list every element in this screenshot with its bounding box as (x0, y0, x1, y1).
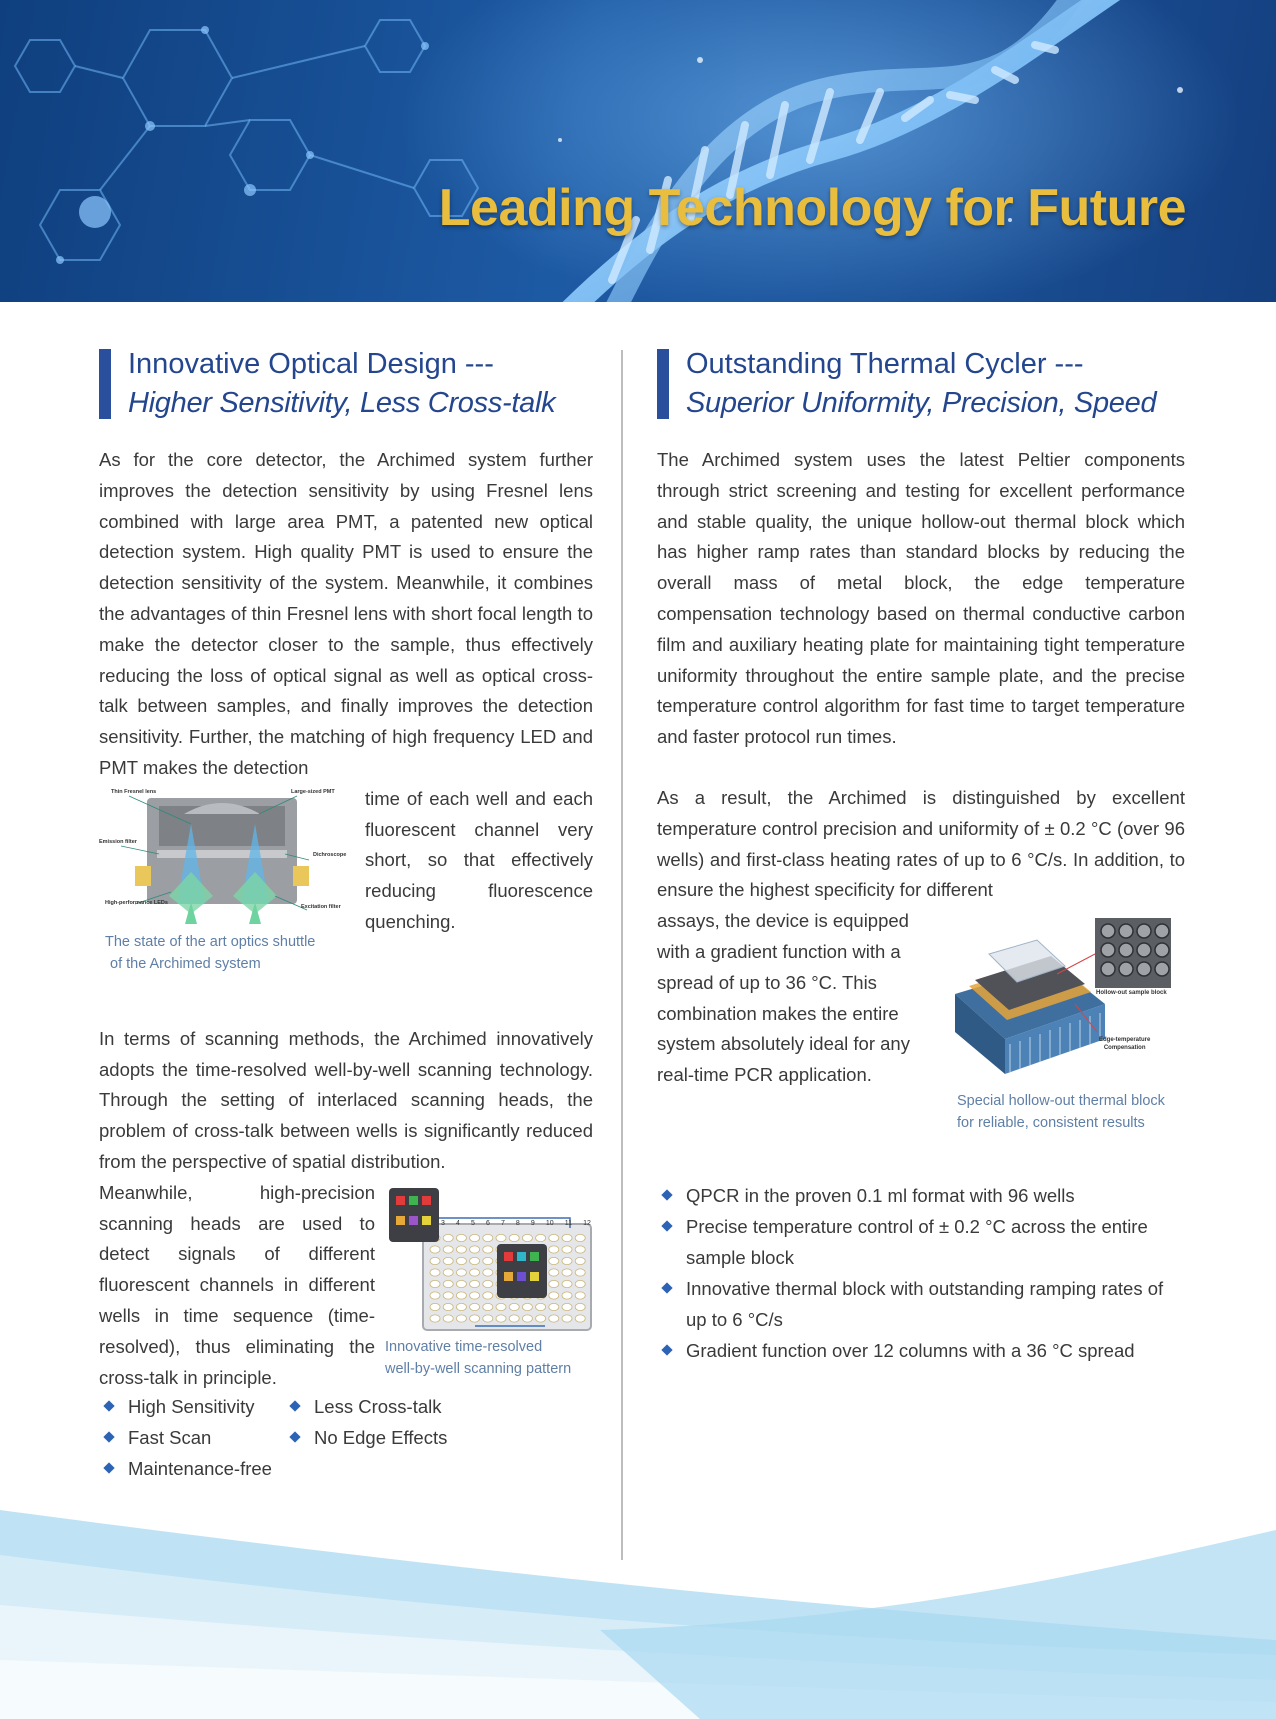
caption-line: The state of the art optics shuttle (105, 933, 316, 950)
plate-well (549, 1257, 559, 1264)
plate-well (456, 1280, 466, 1287)
caption-line: Special hollow-out thermal block (957, 1093, 1165, 1110)
label-leds: High-performance LEDs (105, 899, 168, 906)
plate-well (470, 1246, 480, 1253)
plate-well (562, 1303, 572, 1310)
plate-well (443, 1280, 453, 1287)
plate-well (456, 1292, 466, 1299)
feature-item (99, 1422, 285, 1453)
caption-line: Innovative time-resolved (385, 1338, 543, 1355)
optical-figure-row (99, 784, 593, 984)
scanning-paragraph: In terms of scanning methods, the Archimed innovatively adopts the time-resolved well-by-well scanning technology. Through the setting of interlaced scanning heads, the problem of cross-talk between wells is significantly reduced from the perspective of spatial distribution. (99, 1027, 593, 1172)
plate-well (443, 1257, 453, 1264)
banner-title: Leading Technology for Future (438, 179, 1186, 237)
caption-line: of the Archimed system (110, 955, 261, 972)
dna-helix-illustration (0, 0, 1276, 302)
plate-well (562, 1257, 572, 1264)
caption-line: well-by-well scanning pattern (385, 1360, 572, 1377)
plate-well (456, 1234, 466, 1241)
thermal-figure-caption (945, 1090, 1185, 1134)
label-excitation-filter: Excitation filter (301, 903, 341, 910)
thermal-bullet-list (657, 1180, 1185, 1366)
plate-column-numbers (441, 1220, 591, 1227)
plate-well (483, 1257, 493, 1264)
optics-figure-caption (99, 931, 343, 975)
plate-well (575, 1292, 585, 1299)
plate-well (536, 1234, 546, 1241)
bullet-item (657, 1211, 1185, 1273)
plate-well (509, 1315, 519, 1322)
column-number: 12 (583, 1219, 591, 1227)
plate-well (549, 1269, 559, 1276)
plate-well (562, 1292, 572, 1299)
label-emission-filter: Emission filter (99, 838, 137, 845)
label-large-pmt: Large-sized PMT (291, 788, 335, 795)
plate-well (509, 1234, 519, 1241)
diamond-bullet-icon (661, 1344, 672, 1355)
column-number: 4 (455, 1219, 460, 1227)
optics-shuttle-figure (99, 784, 347, 975)
plate-well (430, 1280, 440, 1287)
optical-heading-line1: Innovative Optical Design --- (128, 348, 494, 380)
plate-well (496, 1315, 506, 1322)
optical-paragraph-1-cont: time of each well and each fluorescent channel very short, so that effectively reducing fluorescence quenching. (365, 787, 593, 932)
plate-well (430, 1246, 440, 1253)
feature-list-col2 (285, 1391, 485, 1453)
thermal-paragraph-2: As a result, the Archimed is distinguished by excellent temperature control precision and uniformity of ± 0.2 °C (over 96 wells) and first-class heating rates of up to 6 °C/s. In addition, to ensure the highest specificity for different (657, 786, 1185, 901)
thermal-figure-row (657, 906, 1185, 1156)
column-divider (621, 350, 623, 1560)
bullet-text: Gradient function over 12 columns with a 36 °C spread (686, 1340, 1135, 1362)
plate-well (443, 1234, 453, 1241)
label-thin-fresnel: Thin Fresnel lens (111, 788, 157, 795)
bullet-item (657, 1180, 1185, 1211)
label-line: Compensation (1103, 1045, 1146, 1052)
label-edge-compensation (1099, 1036, 1150, 1052)
plate-well (536, 1315, 546, 1322)
left-column (99, 345, 593, 1491)
plate-well (483, 1269, 493, 1276)
plate-well (549, 1292, 559, 1299)
scanning-paragraph-cont: Meanwhile, high-precision scanning heads are used to detect signals of different fluorescent channels in different wells in time sequence (time-resolved), thus eliminating the cross-talk in principle. (99, 1181, 375, 1388)
plate-well (562, 1315, 572, 1322)
scanning-pattern-figure (385, 1184, 593, 1380)
scanning-figure-caption (385, 1336, 593, 1380)
feature-item (99, 1391, 285, 1422)
column-number: 7 (500, 1219, 505, 1227)
plate-well (456, 1315, 466, 1322)
caption-line: for reliable, consistent results (957, 1115, 1145, 1132)
diamond-bullet-icon (103, 1431, 114, 1442)
thermal-block-figure (945, 914, 1185, 1134)
plate-well (575, 1315, 585, 1322)
plate-well (456, 1269, 466, 1276)
plate-well (549, 1234, 559, 1241)
optical-paragraph-1: As for the core detector, the Archimed system further improves the detection sensitivity by using Fresnel lens combined with large area PMT, a patented new optical detection system. High quality PMT is used to ensure the detection sensitivity of the system. Meanwhile, it combines the advantages of thin Fresnel lens with short focal length to make the detector closer to the sample, thus effectively reducing the loss of optical signal as well as optical cross-talk between samples, and finally improves the detection sensitivity. Further, the matching of high frequency LED and PMT makes the detection (99, 449, 593, 778)
hero-banner (0, 0, 1276, 302)
plate-well (443, 1269, 453, 1276)
plate-well (470, 1280, 480, 1287)
plate-well (443, 1246, 453, 1253)
column-number: 8 (515, 1219, 520, 1227)
diamond-bullet-icon (103, 1400, 114, 1411)
diamond-bullet-icon (289, 1400, 300, 1411)
diamond-bullet-icon (661, 1282, 672, 1293)
plate-well (562, 1280, 572, 1287)
heading-accent-bar (657, 349, 669, 419)
plate-well (470, 1257, 480, 1264)
plate-well (470, 1303, 480, 1310)
plate-well (522, 1303, 532, 1310)
optical-heading-line2: Higher Sensitivity, Less Cross-talk (128, 387, 556, 419)
plate-well (549, 1246, 559, 1253)
plate-well (483, 1303, 493, 1310)
bullet-text: Innovative thermal block with outstanding ramping rates of up to 6 °C/s (686, 1278, 1164, 1331)
column-number: 11 (564, 1219, 573, 1227)
plate-well (483, 1315, 493, 1322)
plate-well (549, 1303, 559, 1310)
feature-label: Maintenance-free (128, 1457, 272, 1479)
plate-well (562, 1234, 572, 1241)
label-hollow-block: Hollow-out sample block (1096, 990, 1167, 997)
thermal-heading-line2: Superior Uniformity, Precision, Speed (686, 387, 1157, 419)
plate-well (470, 1234, 480, 1241)
plate-well (575, 1303, 585, 1310)
thermal-paragraph-1: The Archimed system uses the latest Peltier components through strict screening and testing for excellent performance and stable quality, the unique hollow-out thermal block which has higher ramp rates than standard blocks by reducing the overall mass of metal block, the edge temperature compensation technology based on thermal conductive carbon film and auxiliary heating plate for maintaining tight temperature uniformity throughout the entire sample plate, and the precise temperature control algorithm for fast time to target temperature and faster protocol run times. (657, 449, 1185, 748)
feature-item (99, 1453, 285, 1484)
diamond-bullet-icon (661, 1220, 672, 1231)
feature-label: Less Cross-talk (314, 1395, 442, 1417)
optical-heading (99, 345, 593, 420)
label-line: Edge-temperature (1099, 1037, 1151, 1044)
diamond-bullet-icon (289, 1431, 300, 1442)
feature-item (285, 1391, 485, 1422)
plate-well (430, 1269, 440, 1276)
scanning-plate-diagram (385, 1184, 593, 1334)
plate-well (522, 1234, 532, 1241)
label-dichroscope: Dichroscope (313, 851, 347, 858)
bottom-wave-decoration (0, 1490, 1276, 1719)
plate-well (430, 1315, 440, 1322)
feature-label: Fast Scan (128, 1426, 212, 1448)
bullet-item (657, 1273, 1185, 1335)
plate-well (470, 1292, 480, 1299)
bullet-text: Precise temperature control of ± 0.2 °C across the entire sample block (686, 1216, 1148, 1269)
plate-well (443, 1292, 453, 1299)
bullet-text: QPCR in the proven 0.1 ml format with 96 wells (686, 1185, 1075, 1207)
plate-well (470, 1269, 480, 1276)
plate-well (483, 1280, 493, 1287)
column-number: 5 (470, 1219, 475, 1227)
plate-well (496, 1303, 506, 1310)
scanning-figure-row (99, 1178, 593, 1393)
plate-well (496, 1234, 506, 1241)
thermal-block-diagram (945, 914, 1185, 1084)
column-number: 10 (545, 1219, 554, 1227)
column-number: 9 (530, 1219, 535, 1227)
feature-label: No Edge Effects (314, 1426, 448, 1448)
plate-well (443, 1303, 453, 1310)
plate-well (430, 1292, 440, 1299)
feature-list (99, 1391, 593, 1491)
right-column (657, 345, 1185, 1366)
feature-label: High Sensitivity (128, 1395, 255, 1417)
plate-well (536, 1303, 546, 1310)
plate-well (575, 1246, 585, 1253)
plate-well (483, 1292, 493, 1299)
column-number: 3 (441, 1219, 445, 1227)
heading-accent-bar (99, 349, 111, 419)
thermal-heading-line1: Outstanding Thermal Cycler --- (686, 348, 1084, 380)
feature-item (285, 1422, 485, 1453)
plate-well (443, 1315, 453, 1322)
feature-list-col1 (99, 1391, 285, 1484)
plate-well (575, 1280, 585, 1287)
plate-well (549, 1315, 559, 1322)
column-number: 6 (485, 1219, 490, 1227)
plate-well (483, 1234, 493, 1241)
plate-well (456, 1303, 466, 1310)
plate-well (470, 1315, 480, 1322)
plate-well (562, 1246, 572, 1253)
plate-well (456, 1257, 466, 1264)
plate-well (430, 1303, 440, 1310)
plate-well (522, 1315, 532, 1322)
diamond-bullet-icon (661, 1189, 672, 1200)
plate-well (575, 1269, 585, 1276)
plate-well (562, 1269, 572, 1276)
thermal-paragraph-2-cont: assays, the device is equipped with a gradient function with a spread of up to 36 °C. This combination makes the entire system absolutely ideal for any real-time PCR application. (657, 910, 910, 1086)
plate-well (575, 1234, 585, 1241)
plate-well (483, 1246, 493, 1253)
diamond-bullet-icon (103, 1462, 114, 1473)
plate-well (430, 1257, 440, 1264)
plate-well (549, 1280, 559, 1287)
plate-well (509, 1303, 519, 1310)
bullet-item (657, 1335, 1185, 1366)
plate-well (456, 1246, 466, 1253)
plate-well (575, 1257, 585, 1264)
thermal-heading (657, 345, 1185, 420)
